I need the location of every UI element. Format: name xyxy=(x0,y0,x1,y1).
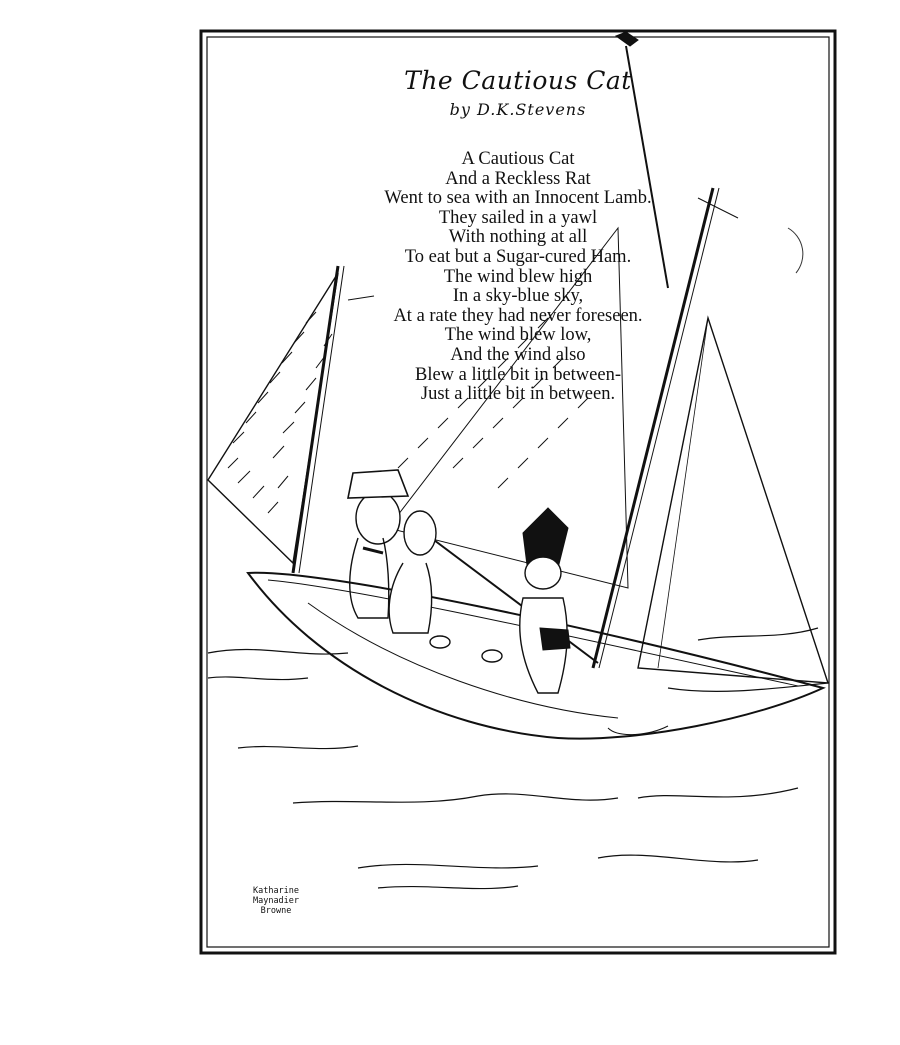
poem-line: A Cautious Cat xyxy=(461,149,575,169)
poem-byline: by D.K.Stevens xyxy=(449,100,587,119)
poem-line: Just a little bit in between. xyxy=(420,384,616,405)
cat-figure xyxy=(520,508,570,693)
signature-line: Browne xyxy=(260,906,292,916)
poem-title: The Cautious Cat xyxy=(404,66,632,95)
signature-line: Katharine xyxy=(252,886,300,896)
poem-line: They sailed in a yawl xyxy=(438,207,598,228)
poem-body xyxy=(198,150,838,405)
poem-line: To eat but a Sugar-cured Ham. xyxy=(404,246,632,267)
poem-line: In a sky-blue sky, xyxy=(452,286,584,307)
signature-line: Maynadier xyxy=(252,896,300,906)
waves xyxy=(208,628,828,889)
poem-line: The wind blew high xyxy=(443,266,593,287)
poem-line: Blew a little bit in between- xyxy=(414,364,621,385)
flag xyxy=(616,32,638,46)
boom xyxy=(418,528,598,663)
poem-line: And a Reckless Rat xyxy=(445,168,591,189)
poem-line: With nothing at all xyxy=(448,227,588,248)
poem-line: At a rate they had never foreseen. xyxy=(393,305,643,326)
poem-line: Went to sea with an Innocent Lamb. xyxy=(384,188,652,209)
artist-signature xyxy=(236,886,316,916)
illustration-plate xyxy=(198,28,838,956)
poem-line: The wind blew low, xyxy=(444,325,592,346)
poem-line: And the wind also xyxy=(450,344,586,365)
